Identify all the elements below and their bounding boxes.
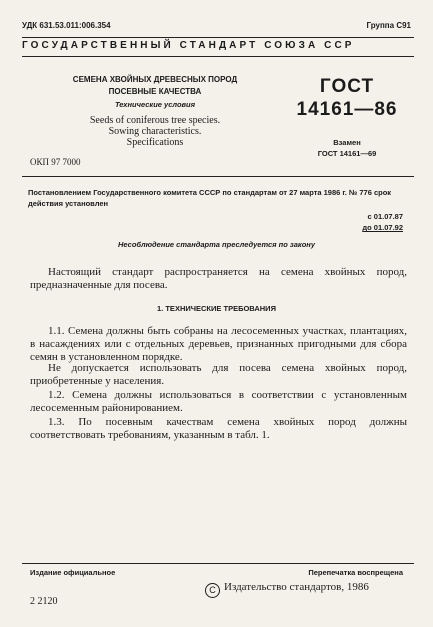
replaces-code: ГОСТ 14161—69 [317,149,377,158]
official-edition: Издание официальное [30,568,116,577]
english-title-line-1: Seeds of coniferous tree species. [89,115,221,126]
replaces-label: Взамен [333,138,361,147]
copyright-icon: C [205,583,220,598]
paragraph-1-1: 1.1. Семена должны быть собраны на лесосеменных участках, плантациях, в насаждениях или с отдельных деревьев, признанных пригодными для сбора семян в установленном порядке. [30,325,407,363]
legal-warning: Несоблюдение стандарта преследуется по закону [117,240,316,249]
title-line-1: СЕМЕНА ХВОЙНЫХ ДРЕВЕСНЫХ ПОРОД [72,75,238,84]
document-title [50,74,260,98]
publisher-name: Издательство стандартов, 1986 [224,581,369,593]
footer-rule [22,563,414,564]
english-title-line-2: Sowing characteristics. [108,126,202,137]
publisher-line [205,581,369,598]
gost-code: 14161—86 [296,99,398,120]
state-standard-banner: ГОСУДАРСТВЕННЫЙ СТАНДАРТ СОЮЗА ССР [22,40,355,51]
validity-to: до 01.07.92 [362,223,403,232]
group-code: Группа С91 [366,21,411,30]
title-line-2: ПОСЕВНЫЕ КАЧЕСТВА [108,87,202,96]
gost-label: ГОСТ [319,76,375,97]
top-rule [22,37,414,38]
page-number: 2 2120 [30,596,58,607]
intro-paragraph: Настоящий стандарт распространяется на семена хвойных пород, предназначенные для посева. [30,266,407,291]
udk-code: УДК 631.53.011:006.354 [22,21,111,30]
english-title-line-3: Specifications [126,137,184,148]
okp-rule [22,176,414,177]
replaces-block [292,137,402,159]
paragraph-1-1-note: Не допускается использовать для посева семена хвойных пород, приобретенные у населения. [30,362,407,387]
document-subtitle: Технические условия [114,100,196,109]
okp-code: ОКП 97 7000 [30,157,81,167]
section-heading: 1. ТЕХНИЧЕСКИЕ ТРЕБОВАНИЯ [157,304,276,313]
validity-from: с 01.07.87 [367,212,403,221]
banner-rule [22,56,414,57]
reprint-notice: Перепечатка воспрещена [308,568,403,577]
gost-number [292,75,402,121]
paragraph-1-3: 1.3. По посевным качествам семена хвойных пород должны соответствовать требованиям, указанным в табл. 1. [30,416,407,441]
paragraph-1-2: 1.2. Семена должны использоваться в соответствии с установленным лесосеменным районированием. [30,389,407,414]
english-title [60,115,250,148]
decree-text: Постановлением Государственного комитета СССР по стандартам от 27 марта 1986 г. № 776 срок действия установлен [28,188,392,208]
